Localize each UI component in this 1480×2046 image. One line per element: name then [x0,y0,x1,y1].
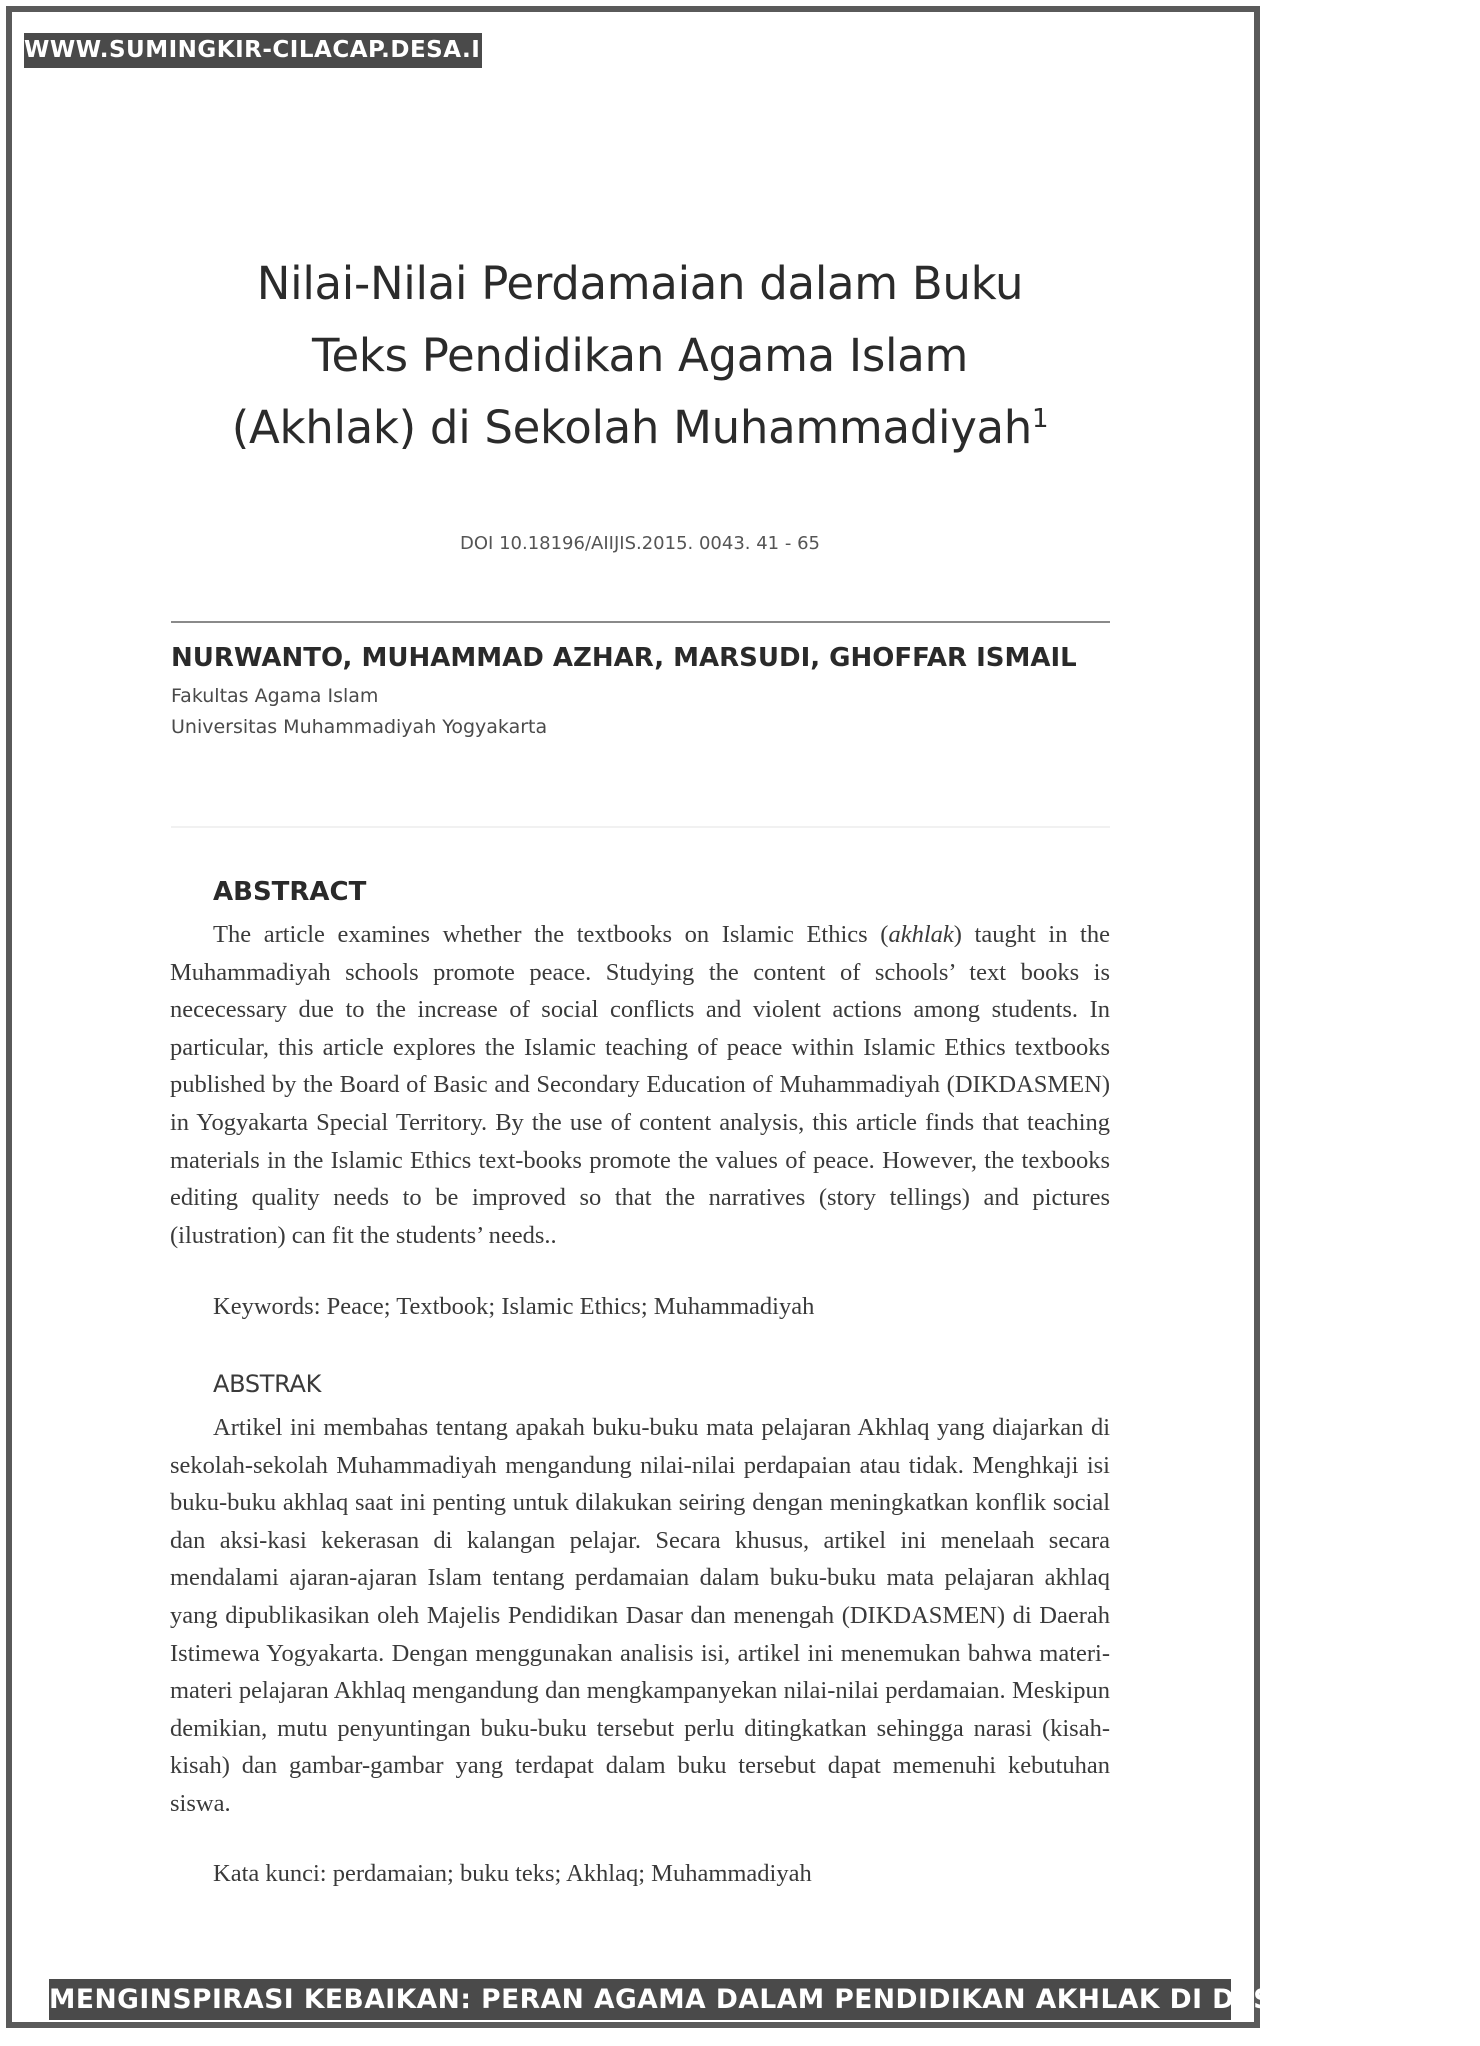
abstract-body [170,916,1110,1254]
abstract-text-part-2: ) taught in the Muhammadiyah schools promote peace. Studying the content of schools’ text books is nececessary due to the increase of social conflicts and violent actions among students. In particular, this article explores the Islamic teaching of peace within Islamic Ethics textbooks published by the Board of Basic and Secondary Education of Muhammadiyah (DIKDASMEN) in Yogyakarta Special Territory. By the use of content analysis, this article finds that teaching materials in the Islamic Ethics text-books promote the values of peace. However, the texbooks editing quality needs to be improved so that the narratives (story tellings) and pictures (ilustration) can fit the students’ needs.. [170,921,1110,1249]
title-line-1: Nilai-Nilai Perdamaian dalam Buku [256,257,1024,310]
site-url-banner: WWW.SUMINGKIR-CILACAP.DESA.ID [24,33,482,68]
abstrak-heading: ABSTRAK [213,1370,322,1398]
title-line-3-text: (Akhlak) di Sekolah Muhammadiyah [231,401,1033,454]
keywords-line: Keywords: Peace; Textbook; Islamic Ethics; Muhammadiyah [213,1293,815,1320]
abstract-text-italic: akhlak [888,921,954,948]
kata-kunci-line: Kata kunci: perdamaian; buku teks; Akhlaq; Muhammadiyah [213,1860,812,1887]
title-line-3 [160,392,1120,464]
section-divider [171,826,1110,828]
doi-line: DOI 10.18196/AIIJIS.2015. 0043. 41 - 65 [460,533,820,554]
affiliation-university: Universitas Muhammadiyah Yogyakarta [171,716,548,738]
header-divider [171,621,1110,623]
title-line-2: Teks Pendidikan Agama Islam [311,329,969,382]
title-footnote-marker: 1 [1032,404,1049,434]
author-list: NURWANTO, MUHAMMAD AZHAR, MARSUDI, GHOFFAR ISMAIL [171,643,1077,673]
paper-title [160,248,1120,464]
abstract-text-part-1: The article examines whether the textbooks on Islamic Ethics ( [213,921,889,948]
article-headline-banner: MENGINSPIRASI KEBAIKAN: PERAN AGAMA DALAM PENDIDIKAN AKHLAK DI DESA SUMINGKIR [49,1979,1231,2020]
affiliation-faculty: Fakultas Agama Islam [171,685,379,707]
abstract-heading: ABSTRACT [213,877,367,907]
abstrak-body: Artikel ini membahas tentang apakah buku-buku mata pelajaran Akhlaq yang diajarkan di sekolah-sekolah Muhammadiyah mengandung nilai-nilai perdapaian atau tidak. Menghkaji isi buku-buku akhlaq saat ini penting untuk dilakukan seiring dengan meningkatkan konflik social dan aksi-kasi kekerasan di kalangan pelajar. Secara khusus, artikel ini menelaah secara mendalami ajaran-ajaran Islam tentang perdamaian dalam buku-buku mata pelajaran akhlaq yang dipublikasikan oleh Majelis Pendidikan Dasar dan menengah (DIKDASMEN) di Daerah Istimewa Yogyakarta. Dengan menggunakan analisis isi, artikel ini menemukan bahwa materi-materi pelajaran Akhlaq mengandung dan mengkampanyekan nilai-nilai perdamaian. Meskipun demikian, mutu penyuntingan buku-buku tersebut perlu ditingkatkan sehingga narasi (kisah-kisah) dan gambar-gambar yang terdapat dalam buku tersebut dapat memenuhi kebutuhan siswa. [170,1414,1110,1817]
